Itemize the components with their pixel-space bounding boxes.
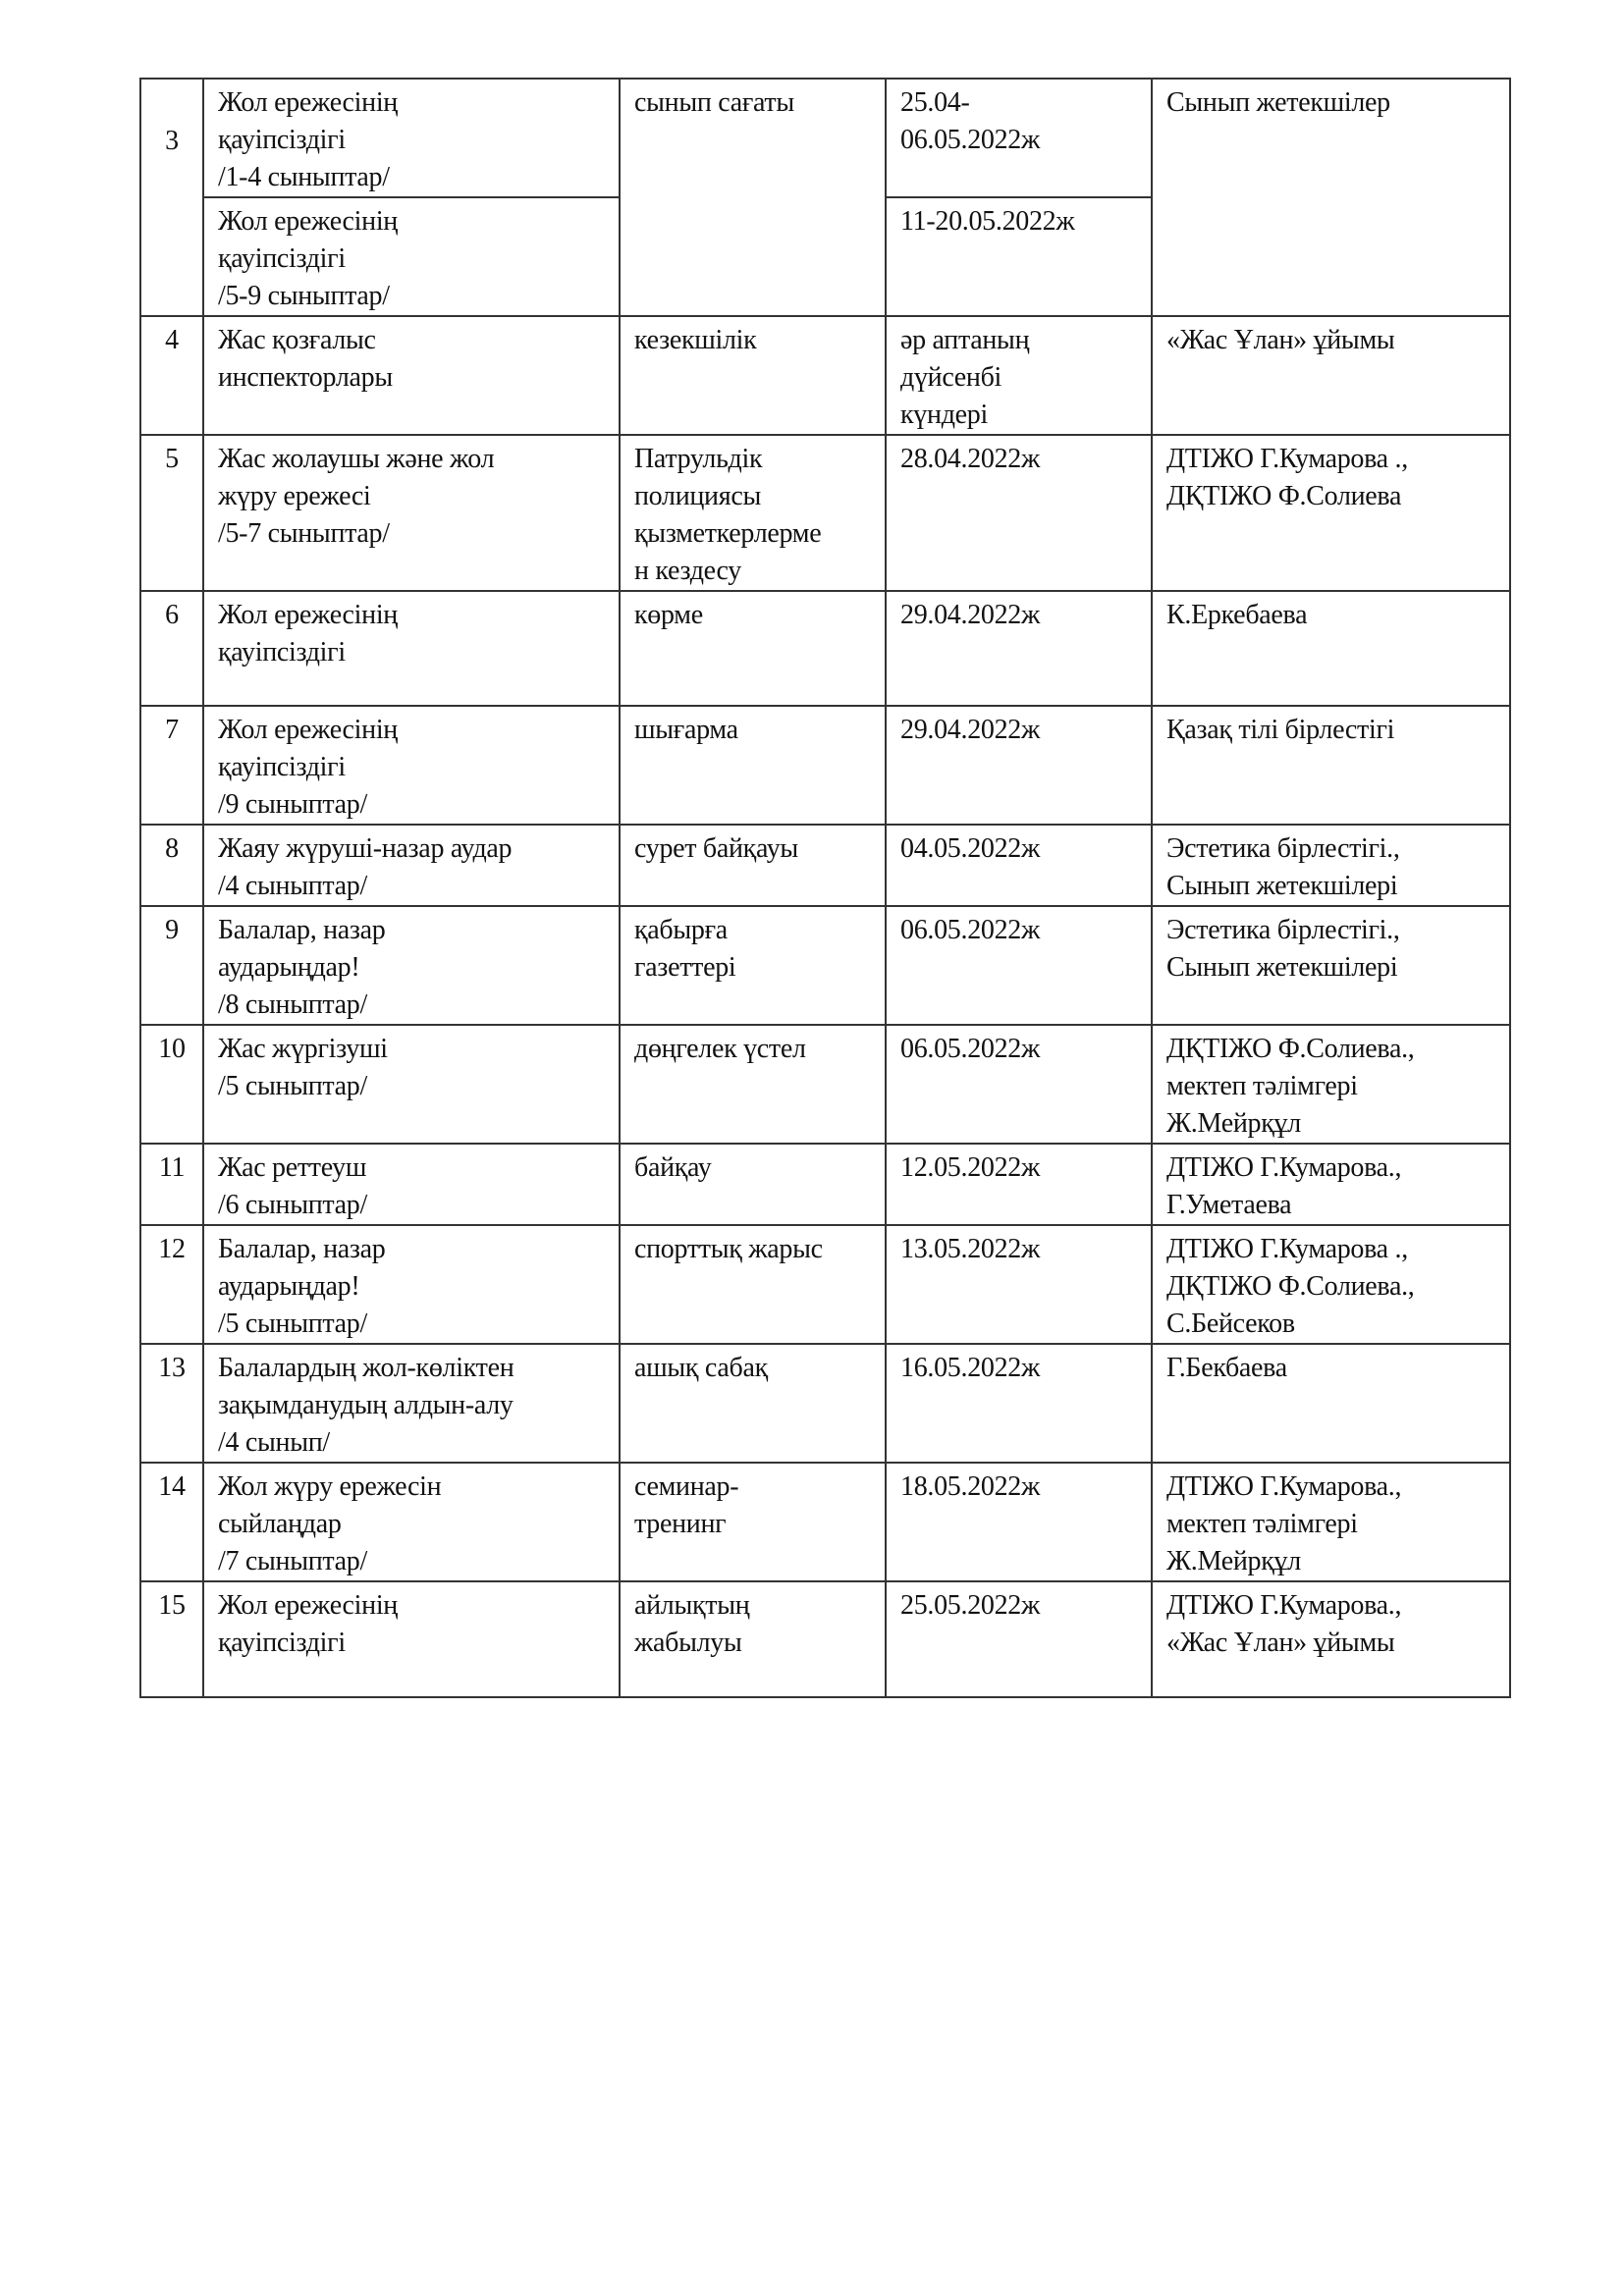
event-form: кезекшілік [620, 316, 886, 435]
event-topic: Жол ережесінің қауіпсіздігі [203, 591, 620, 706]
event-topic: Жаяу жүруші-назар аудар /4 сыныптар/ [203, 825, 620, 906]
row-number: 10 [140, 1025, 203, 1144]
event-topic: Жас жолаушы және жол жүру ережесі /5-7 сыныптар/ [203, 435, 620, 591]
event-responsible: ДТІЖО Г.Кумарова., «Жас Ұлан» ұйымы [1152, 1581, 1510, 1697]
event-topic: Жол ережесінің қауіпсіздігі [203, 1581, 620, 1697]
event-form: көрме [620, 591, 886, 706]
event-form: сурет байқауы [620, 825, 886, 906]
row-number: 7 [140, 706, 203, 825]
event-responsible: ДТІЖО Г.Кумарова ., ДҚТІЖО Ф.Солиева., С.Бейсеков [1152, 1225, 1510, 1344]
event-topic: Жол ережесінің қауіпсіздігі /9 сыныптар/ [203, 706, 620, 825]
event-responsible: Эстетика бірлестігі., Сынып жетекшілері [1152, 825, 1510, 906]
row-number: 5 [140, 435, 203, 591]
event-topic: Балалардың жол-көліктен зақымданудың алдын-алу /4 сынып/ [203, 1344, 620, 1463]
event-date: 29.04.2022ж [886, 706, 1152, 825]
event-form: шығарма [620, 706, 886, 825]
event-form: спорттық жарыс [620, 1225, 886, 1344]
row-number: 6 [140, 591, 203, 706]
row-number: 9 [140, 906, 203, 1025]
row-number: 14 [140, 1463, 203, 1581]
event-form: Патрульдік полициясы қызметкерлерме н кездесу [620, 435, 886, 591]
row-number: 4 [140, 316, 203, 435]
event-topic: Жас қозғалыс инспекторлары [203, 316, 620, 435]
event-form: семинар- тренинг [620, 1463, 886, 1581]
event-form: сынып сағаты [620, 79, 886, 316]
table-row [140, 1581, 1510, 1697]
event-topic: Жас реттеуш /6 сыныптар/ [203, 1144, 620, 1225]
event-date: 11-20.05.2022ж [886, 197, 1152, 316]
event-responsible: ДТІЖО Г.Кумарова., мектеп тәлімгері Ж.Мейрқұл [1152, 1463, 1510, 1581]
table-row [140, 825, 1510, 906]
table-row [140, 906, 1510, 1025]
table-row [140, 1025, 1510, 1144]
table-row [140, 1144, 1510, 1225]
table-row [140, 316, 1510, 435]
table-row [140, 1225, 1510, 1344]
event-topic: Балалар, назар аударыңдар! /5 сыныптар/ [203, 1225, 620, 1344]
event-form: ашық сабақ [620, 1344, 886, 1463]
event-topic: Жол ережесінің қауіпсіздігі /5-9 сыныптар/ [203, 197, 620, 316]
row-number: 12 [140, 1225, 203, 1344]
row-number: 11 [140, 1144, 203, 1225]
event-date: 25.04- 06.05.2022ж [886, 79, 1152, 197]
event-topic: Жол жүру ережесін сыйлаңдар /7 сыныптар/ [203, 1463, 620, 1581]
event-topic: Балалар, назар аударыңдар! /8 сыныптар/ [203, 906, 620, 1025]
event-responsible: К.Еркебаева [1152, 591, 1510, 706]
event-date: 12.05.2022ж [886, 1144, 1152, 1225]
event-date: 06.05.2022ж [886, 1025, 1152, 1144]
table-row [140, 1463, 1510, 1581]
event-responsible: «Жас Ұлан» ұйымы [1152, 316, 1510, 435]
row-number: 3 [140, 79, 203, 316]
event-responsible: Эстетика бірлестігі., Сынып жетекшілері [1152, 906, 1510, 1025]
event-date: 29.04.2022ж [886, 591, 1152, 706]
event-form: дөңгелек үстел [620, 1025, 886, 1144]
event-date: 16.05.2022ж [886, 1344, 1152, 1463]
event-form: қабырға газеттері [620, 906, 886, 1025]
row-number: 13 [140, 1344, 203, 1463]
row-number: 8 [140, 825, 203, 906]
row-number: 15 [140, 1581, 203, 1697]
event-date: әр аптаның дүйсенбі күндері [886, 316, 1152, 435]
table-row [140, 706, 1510, 825]
table-row [140, 79, 1510, 197]
event-form: байқау [620, 1144, 886, 1225]
event-date: 18.05.2022ж [886, 1463, 1152, 1581]
event-responsible: ДҚТІЖО Ф.Солиева., мектеп тәлімгері Ж.Мейрқұл [1152, 1025, 1510, 1144]
event-responsible: ДТІЖО Г.Кумарова., Г.Уметаева [1152, 1144, 1510, 1225]
event-topic: Жас жүргізуші /5 сыныптар/ [203, 1025, 620, 1144]
event-responsible: Қазақ тілі бірлестігі [1152, 706, 1510, 825]
event-date: 13.05.2022ж [886, 1225, 1152, 1344]
event-date: 28.04.2022ж [886, 435, 1152, 591]
event-responsible: Г.Бекбаева [1152, 1344, 1510, 1463]
event-date: 06.05.2022ж [886, 906, 1152, 1025]
table-row [140, 1344, 1510, 1463]
table-row [140, 435, 1510, 591]
event-responsible: ДТІЖО Г.Кумарова ., ДҚТІЖО Ф.Солиева [1152, 435, 1510, 591]
event-form: айлықтың жабылуы [620, 1581, 886, 1697]
event-date: 04.05.2022ж [886, 825, 1152, 906]
event-topic: Жол ережесінің қауіпсіздігі /1-4 сыныптар/ [203, 79, 620, 197]
table-row [140, 591, 1510, 706]
event-responsible: Сынып жетекшілер [1152, 79, 1510, 316]
event-date: 25.05.2022ж [886, 1581, 1152, 1697]
event-plan-table [139, 78, 1511, 1698]
